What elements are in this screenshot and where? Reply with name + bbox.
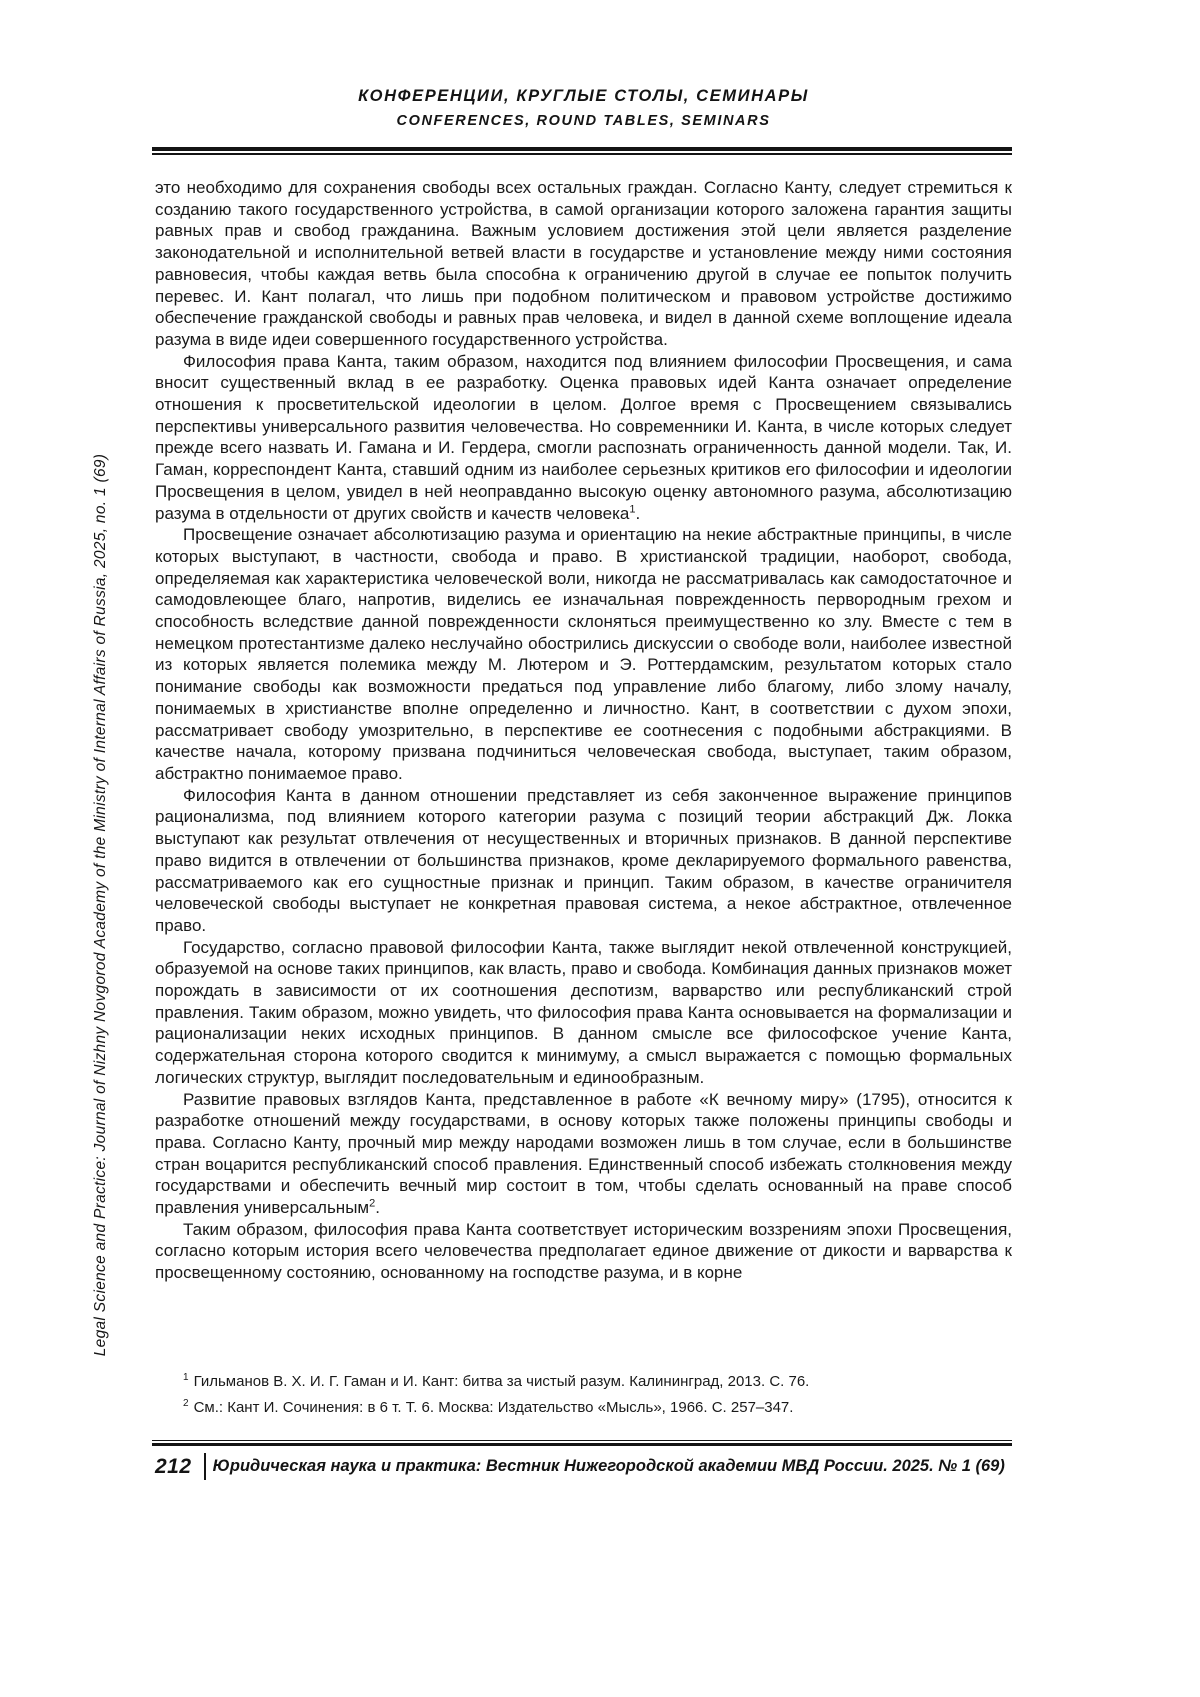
- paragraph-7: [155, 1219, 1012, 1284]
- journal-citation: Юридическая наука и практика: Вестник Нижегородской академии МВД России. 2025. № 1 (69): [212, 1457, 1005, 1475]
- page-number: 212: [155, 1454, 192, 1478]
- paragraph-text: Государство, согласно правовой философии Канта, также выглядит некой отвлеченной конструкцией, образуемой на основе таких принципов, как власть, право и свобода. Комбинация данных признаков может порождать в зависимости от их соотношения деспотизм, варварство или республиканский строй правления. Таким образом, можно увидеть, что философия права Канта основывается на формализации и рационализации неких исходных принципов. В данном смысле все философское учение Канта, содержательная сторона которого сводится к минимуму, а смысл выражается с помощью формальных логических структур, выглядит последовательным и единообразным.: [155, 937, 1012, 1087]
- footnote-marker: 1: [183, 1372, 189, 1383]
- page-footer: [155, 1453, 1012, 1480]
- journal-sidebar-caption: Legal Science and Practice: Journal of Nizhny Novgorod Academy of the Ministry of Internal Affairs of Russia, 2025, no. 1 (69): [92, 453, 109, 1357]
- footnote-2: [155, 1398, 1012, 1418]
- paragraph-tail: .: [635, 503, 641, 523]
- paragraph-4: [155, 785, 1012, 937]
- footnote-ref-2: 2: [369, 1197, 376, 1210]
- paragraph-text: Развитие правовых взглядов Канта, представленное в работе «К вечному миру» (1795), относится к разработке отношений между государствами, в основу которых также положены принципы свободы и права. Согласно Канту, прочный мир между народами возможен лишь в том случае, если в большинстве стран воцарится республиканский способ правления. Единственный способ избежать столкновения между государствами и обеспечить вечный мир состоит в том, чтобы сделать основанный на праве способ правления универсальным: [155, 1089, 1012, 1218]
- paragraph-6: [155, 1089, 1012, 1219]
- footnote-1: [155, 1372, 1012, 1392]
- section-title-ru: КОНФЕРЕНЦИИ, КРУГЛЫЕ СТОЛЫ, СЕМИНАРЫ: [358, 87, 809, 105]
- paragraph-text: Таким образом, философия права Канта соответствует историческим воззрениям эпохи Просвещения, согласно которым история всего человечества предполагает единое движение от дикости и варварства к просвещенному состоянию, основанному на господстве разума, и в корне: [155, 1219, 1012, 1283]
- section-title-en: CONFERENCES, ROUND TABLES, SEMINARS: [396, 113, 771, 129]
- paragraph-5: [155, 937, 1012, 1089]
- footnote-text: См.: Кант И. Сочинения: в 6 т. Т. 6. Москва: Издательство «Мысль», 1966. С. 257–347.: [193, 1398, 794, 1416]
- paragraph-tail: .: [375, 1198, 380, 1218]
- paragraph-1: [155, 177, 1012, 351]
- paragraph-2: [155, 351, 1012, 525]
- paragraph-3: [155, 524, 1012, 784]
- header-rule: [152, 147, 1012, 155]
- paragraph-text: это необходимо для сохранения свободы всех остальных граждан. Согласно Канту, следует стремиться к созданию такого государственного устройства, в самой организации которого заложена гарантия защиты равных прав и свобод гражданина. Важным условием достижения этой цели является разделение законодательной и исполнительной ветвей власти в государстве и установление между ними состояния равновесия, чтобы каждая ветвь была способна к ограничению другой в случае ее попыток получить перевес. И. Кант полагал, что лишь при подобном политическом и правовом устройстве достижимо обеспечение гражданской свободы и равных прав человека, и видел в данной схеме воплощение идеала разума в виде идеи совершенного государственного устройства.: [155, 178, 1012, 349]
- footnote-ref-1: 1: [629, 502, 636, 515]
- paragraph-text: Философия права Канта, таким образом, находится под влиянием философии Просвещения, и сама вносит существенный вклад в ее разработку. Оценка правовых идей Канта означает определение отношения к просветительской идеологии в целом. Долгое время с Просвещением связывались перспективы универсального развития человечества. Но современники И. Канта, в числе которых следует прежде всего назвать И. Гамана и И. Гердера, смогли распознать ограниченность данной модели. Так, И. Гаман, корреспондент Канта, ставший одним из наиболее серьезных критиков его философии и идеологии Просвещения в целом, увидел в ней неоправданно высокую оценку автономного разума, абсолютизацию разума в отдельности от других свойств и качеств человека: [155, 351, 1012, 523]
- footnote-text: Гильманов В. Х. И. Г. Гаман и И. Кант: битва за чистый разум. Калининград, 2013. С. 76.: [193, 1373, 810, 1390]
- footnotes: [155, 1372, 1012, 1423]
- paragraph-text: Просвещение означает абсолютизацию разума и ориентацию на некие абстрактные принципы, в числе которых выступают, в частности, свобода и право. В христианской традиции, наоборот, свобода, определяемая как характеристика человеческой воли, никогда не рассматривалась как самодостаточное и самодовлеющее благо, напротив, виделись ее изначальная поврежденность первородным грехом и способность вследствие данной поврежденности склоняться преимущественно ко злу. Вместе с тем в немецком протестантизме далеко неслучайно обострились дискуссии о свободе воли, наиболее известной из которых является полемика между М. Лютером и Э. Роттердамским, результатом которых стало понимание свободы как возможности предаться под управление либо благому, либо злому началу, понимаемых в христианстве вполне определенно и личностно. Кант, в соответствии с духом эпохи, рассматривает свободу умозрительно, в перспективе ее соотнесения с подобными абстракциями. В качестве начала, которому призвана подчиниться человеческая свобода, выступает, таким образом, абстрактно понимаемое право.: [155, 525, 1012, 783]
- paragraph-text: Философия Канта в данном отношении представляет из себя законченное выражение принципов рационализма, под влиянием которого категории разума с позиций теории абстракций Дж. Локка выступают как результат отвлечения от несущественных и вторичных признаков. В данной перспективе право видится в отвлечении от большинства признаков, кроме декларируемого формального равенства, рассматриваемого как его сущностные признак и принцип. Таким образом, в качестве ограничителя человеческой свободы выступает не конкретная правовая система, а некое абстрактное, отвлеченное право.: [155, 785, 1012, 935]
- running-head: [155, 87, 1012, 129]
- article-body: [155, 177, 1012, 1284]
- footer-rule: [152, 1440, 1012, 1446]
- footnote-marker: 2: [183, 1397, 189, 1409]
